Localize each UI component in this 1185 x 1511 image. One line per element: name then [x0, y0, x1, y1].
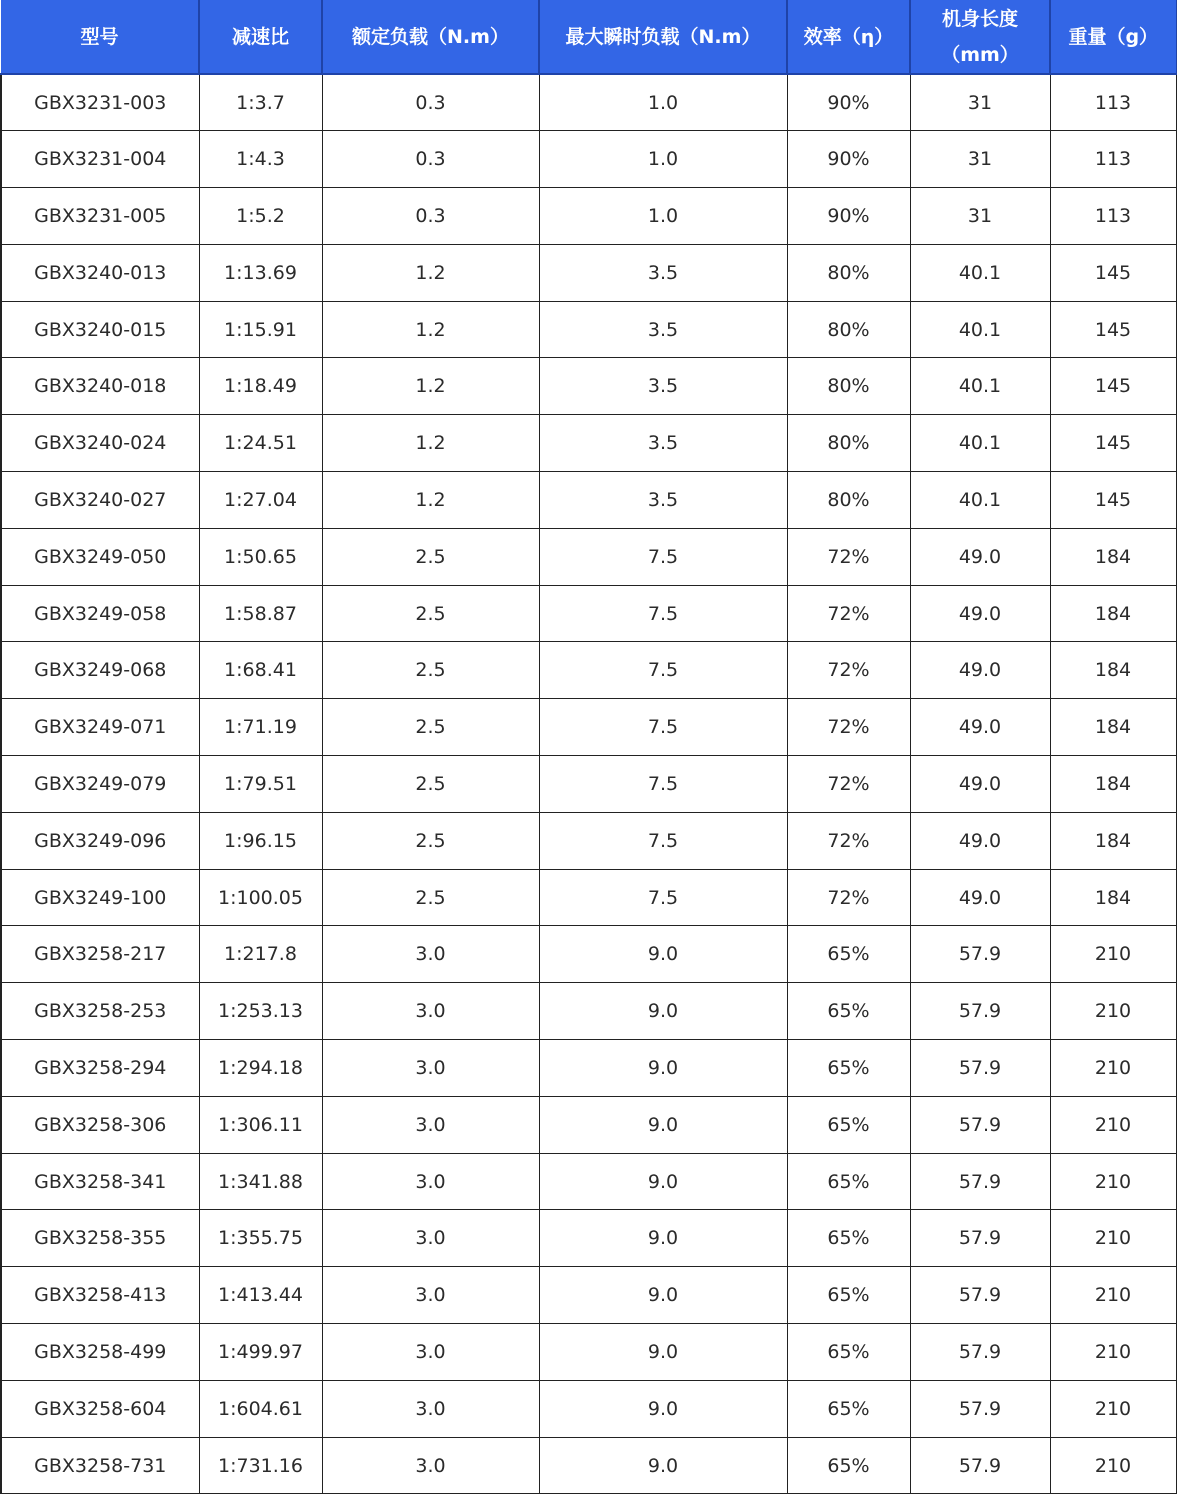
max-load-cell: 3.5 [539, 472, 787, 529]
ratio-cell: 1:50.65 [199, 528, 322, 585]
efficiency-cell: 65% [787, 1040, 910, 1097]
header-efficiency [787, 0, 910, 74]
model-cell: GBX3249-100 [1, 869, 199, 926]
rated-load-cell: 1.2 [322, 301, 539, 358]
weight-cell: 145 [1050, 472, 1176, 529]
weight-cell: 210 [1050, 1153, 1176, 1210]
body-length-cell: 40.1 [910, 472, 1050, 529]
max-load-cell: 1.0 [539, 131, 787, 188]
table-row [1, 131, 1176, 188]
table-row [1, 983, 1176, 1040]
rated-load-cell: 2.5 [322, 528, 539, 585]
table-row [1, 358, 1176, 415]
body-length-cell: 57.9 [910, 1380, 1050, 1437]
efficiency-cell: 72% [787, 869, 910, 926]
max-load-cell: 9.0 [539, 1096, 787, 1153]
max-load-cell: 9.0 [539, 983, 787, 1040]
body-length-cell: 40.1 [910, 358, 1050, 415]
model-cell: GBX3258-341 [1, 1153, 199, 1210]
max-load-cell: 3.5 [539, 415, 787, 472]
model-cell: GBX3249-071 [1, 699, 199, 756]
model-cell: GBX3258-253 [1, 983, 199, 1040]
model-cell: GBX3249-058 [1, 585, 199, 642]
model-cell: GBX3231-004 [1, 131, 199, 188]
weight-cell: 184 [1050, 642, 1176, 699]
table-row [1, 472, 1176, 529]
efficiency-cell: 80% [787, 358, 910, 415]
table-row [1, 1210, 1176, 1267]
rated-load-cell: 2.5 [322, 699, 539, 756]
weight-cell: 210 [1050, 1437, 1176, 1494]
weight-cell: 113 [1050, 131, 1176, 188]
rated-load-cell: 3.0 [322, 983, 539, 1040]
table-header [1, 0, 1176, 74]
rated-load-cell: 3.0 [322, 1267, 539, 1324]
rated-load-cell: 3.0 [322, 1040, 539, 1097]
header-ratio [199, 0, 322, 74]
table-row [1, 415, 1176, 472]
efficiency-cell: 65% [787, 983, 910, 1040]
table-row [1, 1040, 1176, 1097]
table-row [1, 301, 1176, 358]
weight-cell: 184 [1050, 585, 1176, 642]
efficiency-cell: 90% [787, 131, 910, 188]
efficiency-cell: 90% [787, 74, 910, 131]
model-cell: GBX3258-413 [1, 1267, 199, 1324]
body-length-cell: 40.1 [910, 301, 1050, 358]
weight-cell: 210 [1050, 1324, 1176, 1381]
body-length-cell: 57.9 [910, 1096, 1050, 1153]
table-row [1, 812, 1176, 869]
weight-cell: 184 [1050, 812, 1176, 869]
weight-cell: 113 [1050, 74, 1176, 131]
ratio-cell: 1:3.7 [199, 74, 322, 131]
table-row [1, 699, 1176, 756]
table-row [1, 74, 1176, 131]
efficiency-cell: 80% [787, 244, 910, 301]
header-model [1, 0, 199, 74]
header-body-length [910, 0, 1050, 74]
rated-load-cell: 2.5 [322, 585, 539, 642]
model-cell: GBX3231-005 [1, 188, 199, 245]
max-load-cell: 9.0 [539, 1324, 787, 1381]
model-cell: GBX3249-079 [1, 756, 199, 813]
model-cell: GBX3231-003 [1, 74, 199, 131]
model-cell: GBX3258-217 [1, 926, 199, 983]
ratio-cell: 1:4.3 [199, 131, 322, 188]
ratio-cell: 1:253.13 [199, 983, 322, 1040]
model-cell: GBX3240-013 [1, 244, 199, 301]
ratio-cell: 1:24.51 [199, 415, 322, 472]
max-load-cell: 3.5 [539, 358, 787, 415]
model-cell: GBX3240-027 [1, 472, 199, 529]
header-label: 最大瞬时负载（N.m） [565, 25, 761, 48]
body-length-cell: 57.9 [910, 1437, 1050, 1494]
header-rated-load [322, 0, 539, 74]
rated-load-cell: 3.0 [322, 1210, 539, 1267]
max-load-cell: 7.5 [539, 585, 787, 642]
ratio-cell: 1:5.2 [199, 188, 322, 245]
ratio-cell: 1:341.88 [199, 1153, 322, 1210]
weight-cell: 145 [1050, 301, 1176, 358]
weight-cell: 210 [1050, 1096, 1176, 1153]
table-row [1, 1437, 1176, 1494]
table-row [1, 1153, 1176, 1210]
header-label: 额定负载（N.m） [352, 25, 509, 48]
ratio-cell: 1:71.19 [199, 699, 322, 756]
table-row [1, 1380, 1176, 1437]
body-length-cell: 31 [910, 188, 1050, 245]
body-length-cell: 57.9 [910, 1210, 1050, 1267]
efficiency-cell: 65% [787, 1153, 910, 1210]
max-load-cell: 7.5 [539, 869, 787, 926]
body-length-cell: 31 [910, 131, 1050, 188]
rated-load-cell: 3.0 [322, 1324, 539, 1381]
header-label: 减速比 [231, 25, 289, 48]
body-length-cell: 57.9 [910, 1153, 1050, 1210]
body-length-cell: 49.0 [910, 699, 1050, 756]
rated-load-cell: 0.3 [322, 74, 539, 131]
efficiency-cell: 65% [787, 926, 910, 983]
header-label: 效率（η） [803, 25, 894, 48]
rated-load-cell: 1.2 [322, 415, 539, 472]
weight-cell: 210 [1050, 1210, 1176, 1267]
efficiency-cell: 72% [787, 585, 910, 642]
model-cell: GBX3258-731 [1, 1437, 199, 1494]
table-body [1, 74, 1176, 1494]
efficiency-cell: 80% [787, 415, 910, 472]
ratio-cell: 1:499.97 [199, 1324, 322, 1381]
max-load-cell: 7.5 [539, 812, 787, 869]
max-load-cell: 9.0 [539, 1437, 787, 1494]
efficiency-cell: 72% [787, 699, 910, 756]
table-row [1, 188, 1176, 245]
efficiency-cell: 90% [787, 188, 910, 245]
max-load-cell: 3.5 [539, 244, 787, 301]
max-load-cell: 7.5 [539, 699, 787, 756]
table-row [1, 1267, 1176, 1324]
model-cell: GBX3240-018 [1, 358, 199, 415]
body-length-cell: 49.0 [910, 812, 1050, 869]
weight-cell: 210 [1050, 926, 1176, 983]
header-weight [1050, 0, 1176, 74]
model-cell: GBX3249-096 [1, 812, 199, 869]
model-cell: GBX3249-068 [1, 642, 199, 699]
table-row [1, 528, 1176, 585]
weight-cell: 145 [1050, 415, 1176, 472]
table-row [1, 926, 1176, 983]
max-load-cell: 9.0 [539, 926, 787, 983]
rated-load-cell: 2.5 [322, 869, 539, 926]
weight-cell: 210 [1050, 983, 1176, 1040]
weight-cell: 145 [1050, 244, 1176, 301]
ratio-cell: 1:355.75 [199, 1210, 322, 1267]
header-label: 机身长度 [941, 7, 1018, 30]
ratio-cell: 1:100.05 [199, 869, 322, 926]
ratio-cell: 1:79.51 [199, 756, 322, 813]
weight-cell: 184 [1050, 528, 1176, 585]
rated-load-cell: 0.3 [322, 131, 539, 188]
efficiency-cell: 65% [787, 1267, 910, 1324]
header-label: （mm） [941, 43, 1019, 66]
table-row [1, 642, 1176, 699]
weight-cell: 184 [1050, 869, 1176, 926]
body-length-cell: 57.9 [910, 926, 1050, 983]
max-load-cell: 3.5 [539, 301, 787, 358]
weight-cell: 113 [1050, 188, 1176, 245]
weight-cell: 184 [1050, 756, 1176, 813]
ratio-cell: 1:18.49 [199, 358, 322, 415]
efficiency-cell: 65% [787, 1324, 910, 1381]
header-label: 型号 [80, 25, 119, 48]
model-cell: GBX3258-355 [1, 1210, 199, 1267]
ratio-cell: 1:27.04 [199, 472, 322, 529]
efficiency-cell: 72% [787, 756, 910, 813]
ratio-cell: 1:306.11 [199, 1096, 322, 1153]
model-cell: GBX3240-024 [1, 415, 199, 472]
max-load-cell: 9.0 [539, 1380, 787, 1437]
header-max-load [539, 0, 787, 74]
ratio-cell: 1:96.15 [199, 812, 322, 869]
rated-load-cell: 1.2 [322, 244, 539, 301]
model-cell: GBX3249-050 [1, 528, 199, 585]
rated-load-cell: 2.5 [322, 812, 539, 869]
max-load-cell: 7.5 [539, 756, 787, 813]
body-length-cell: 40.1 [910, 244, 1050, 301]
efficiency-cell: 65% [787, 1437, 910, 1494]
weight-cell: 145 [1050, 358, 1176, 415]
body-length-cell: 31 [910, 74, 1050, 131]
model-cell: GBX3258-499 [1, 1324, 199, 1381]
max-load-cell: 9.0 [539, 1153, 787, 1210]
max-load-cell: 9.0 [539, 1210, 787, 1267]
efficiency-cell: 65% [787, 1210, 910, 1267]
max-load-cell: 9.0 [539, 1267, 787, 1324]
efficiency-cell: 72% [787, 528, 910, 585]
efficiency-cell: 72% [787, 812, 910, 869]
table-row [1, 1096, 1176, 1153]
rated-load-cell: 3.0 [322, 1380, 539, 1437]
weight-cell: 210 [1050, 1040, 1176, 1097]
rated-load-cell: 3.0 [322, 926, 539, 983]
max-load-cell: 1.0 [539, 74, 787, 131]
body-length-cell: 57.9 [910, 1267, 1050, 1324]
header-label: 重量（g） [1068, 25, 1159, 48]
body-length-cell: 57.9 [910, 1324, 1050, 1381]
ratio-cell: 1:294.18 [199, 1040, 322, 1097]
weight-cell: 210 [1050, 1267, 1176, 1324]
ratio-cell: 1:58.87 [199, 585, 322, 642]
ratio-cell: 1:413.44 [199, 1267, 322, 1324]
rated-load-cell: 1.2 [322, 472, 539, 529]
body-length-cell: 49.0 [910, 528, 1050, 585]
efficiency-cell: 65% [787, 1096, 910, 1153]
max-load-cell: 1.0 [539, 188, 787, 245]
efficiency-cell: 80% [787, 472, 910, 529]
model-cell: GBX3258-306 [1, 1096, 199, 1153]
table-row [1, 869, 1176, 926]
max-load-cell: 9.0 [539, 1040, 787, 1097]
efficiency-cell: 65% [787, 1380, 910, 1437]
table-row [1, 1324, 1176, 1381]
max-load-cell: 7.5 [539, 528, 787, 585]
header-row [1, 0, 1176, 74]
body-length-cell: 49.0 [910, 756, 1050, 813]
body-length-cell: 49.0 [910, 585, 1050, 642]
table-row [1, 244, 1176, 301]
body-length-cell: 57.9 [910, 983, 1050, 1040]
model-cell: GBX3240-015 [1, 301, 199, 358]
model-cell: GBX3258-604 [1, 1380, 199, 1437]
body-length-cell: 40.1 [910, 415, 1050, 472]
body-length-cell: 49.0 [910, 642, 1050, 699]
ratio-cell: 1:217.8 [199, 926, 322, 983]
efficiency-cell: 80% [787, 301, 910, 358]
efficiency-cell: 72% [787, 642, 910, 699]
ratio-cell: 1:731.16 [199, 1437, 322, 1494]
weight-cell: 184 [1050, 699, 1176, 756]
table-row [1, 585, 1176, 642]
body-length-cell: 49.0 [910, 869, 1050, 926]
rated-load-cell: 2.5 [322, 642, 539, 699]
rated-load-cell: 2.5 [322, 756, 539, 813]
rated-load-cell: 3.0 [322, 1153, 539, 1210]
max-load-cell: 7.5 [539, 642, 787, 699]
model-cell: GBX3258-294 [1, 1040, 199, 1097]
body-length-cell: 57.9 [910, 1040, 1050, 1097]
rated-load-cell: 3.0 [322, 1437, 539, 1494]
ratio-cell: 1:604.61 [199, 1380, 322, 1437]
rated-load-cell: 3.0 [322, 1096, 539, 1153]
rated-load-cell: 1.2 [322, 358, 539, 415]
table-row [1, 756, 1176, 813]
ratio-cell: 1:13.69 [199, 244, 322, 301]
ratio-cell: 1:68.41 [199, 642, 322, 699]
rated-load-cell: 0.3 [322, 188, 539, 245]
weight-cell: 210 [1050, 1380, 1176, 1437]
ratio-cell: 1:15.91 [199, 301, 322, 358]
